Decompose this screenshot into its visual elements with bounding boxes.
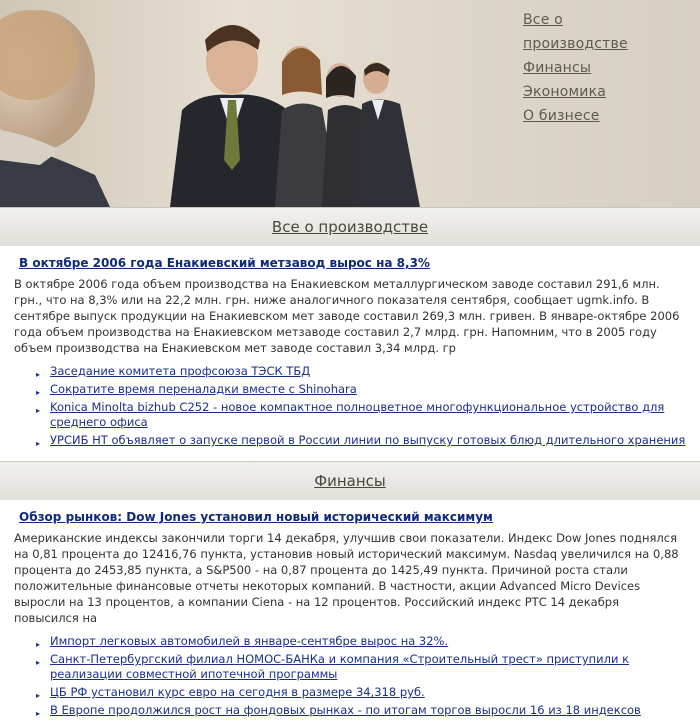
list-item [36,685,686,700]
nav-item-finance[interactable]: Финансы [523,60,592,76]
headline-link[interactable]: В октябре 2006 года Енакиевский метзавод вырос на 8,3% [19,256,430,270]
arrow-bullet-icon: ▸ [36,406,41,415]
business-people-photo [0,0,470,207]
section-header-production [0,207,700,246]
related-links [14,364,686,448]
related-link[interactable]: Заседание комитета профсоюза ТЭСК ТБД [50,364,311,378]
arrow-bullet-icon: ▸ [36,640,41,649]
section-finance [0,500,700,718]
headline-link[interactable]: Обзор рынков: Dow Jones установил новый исторический максимум [19,510,493,524]
related-link[interactable]: Санкт-Петербургский филиал НОМОС-БАНКа и компания «Строительный трест» приступили к реализации совместной ипотечной программы [50,652,630,681]
list-item [36,652,686,682]
list-item [36,400,686,430]
nav-item-production[interactable]: Все о производстве [523,12,628,52]
list-item [36,703,686,718]
related-links [14,634,686,718]
related-link[interactable]: УРСИБ НТ объявляет о запуске первой в России линии по выпуску готовых блюд длительного хранения [50,433,686,447]
nav-item-economy[interactable]: Экономика [523,84,607,100]
related-link[interactable]: Сократите время переналадки вместе с Shinohara [50,382,357,396]
list-item [36,382,686,397]
related-link[interactable]: ЦБ РФ установил курс евро на сегодня в размере 34,318 руб. [50,685,425,699]
nav-item-business[interactable]: О бизнесе [523,108,600,124]
header-banner [0,0,700,207]
arrow-bullet-icon: ▸ [36,709,41,718]
main-nav [523,8,633,128]
section-header-finance [0,461,700,500]
section-title[interactable]: Все о производстве [271,218,429,236]
section-production [0,246,700,448]
related-link[interactable]: Konica Minolta bizhub C252 - новое компактное полноцветное многофункциональное устройство для среднего офиса [50,400,665,429]
arrow-bullet-icon: ▸ [36,691,41,700]
arrow-bullet-icon: ▸ [36,439,41,448]
list-item [36,634,686,649]
related-link[interactable]: Импорт легковых автомобилей в январе-сентябре вырос на 32%. [50,634,449,648]
section-title[interactable]: Финансы [314,472,386,490]
arrow-bullet-icon: ▸ [36,658,41,667]
arrow-bullet-icon: ▸ [36,370,41,379]
list-item [36,433,686,448]
related-link[interactable]: В Европе продолжился рост на фондовых рынках - по итогам торгов выросли 16 из 18 индексов [50,703,641,717]
lead-text: В октябре 2006 года объем производства на Енакиевском металлургическом заводе составил 291,6 млн. грн., что на 8,3% или на 22,2 млн. грн. ниже аналогичного показателя сентября, сообщает ugmk.info. В сентябре выпуск продукции на Енакиевском мет заводе составил 269,3 млн. гривен. В январе-октябре 2006 года объем производства на Енакиевском метзаводе составил 2,7 млрд. грн. Напомним, что в 2005 году объем производства на Енакиевском мет заводе составил 3,34 млрд. гр [14,277,680,355]
list-item [36,364,686,379]
arrow-bullet-icon: ▸ [36,388,41,397]
lead-text: Американские индексы закончили торги 14 декабря, улучшив свои показатели. Индекс Dow Jones поднялся на 0,81 процента до 12416,76 пункта, установив новый исторический максимум. Nasdaq увеличился на 0,88 процента до 2453,85 пункта, а S&P500 - на 0,87 процента до 1425,49 пункта. Причиной роста стали положительные финансовые отчеты некоторых компаний. В частности, акции Advanced Micro Devices выросли на 13 процентов, а компании Ciena - на 12 процентов. Российский индекс РТС 14 декабря повысился на [14,531,679,625]
